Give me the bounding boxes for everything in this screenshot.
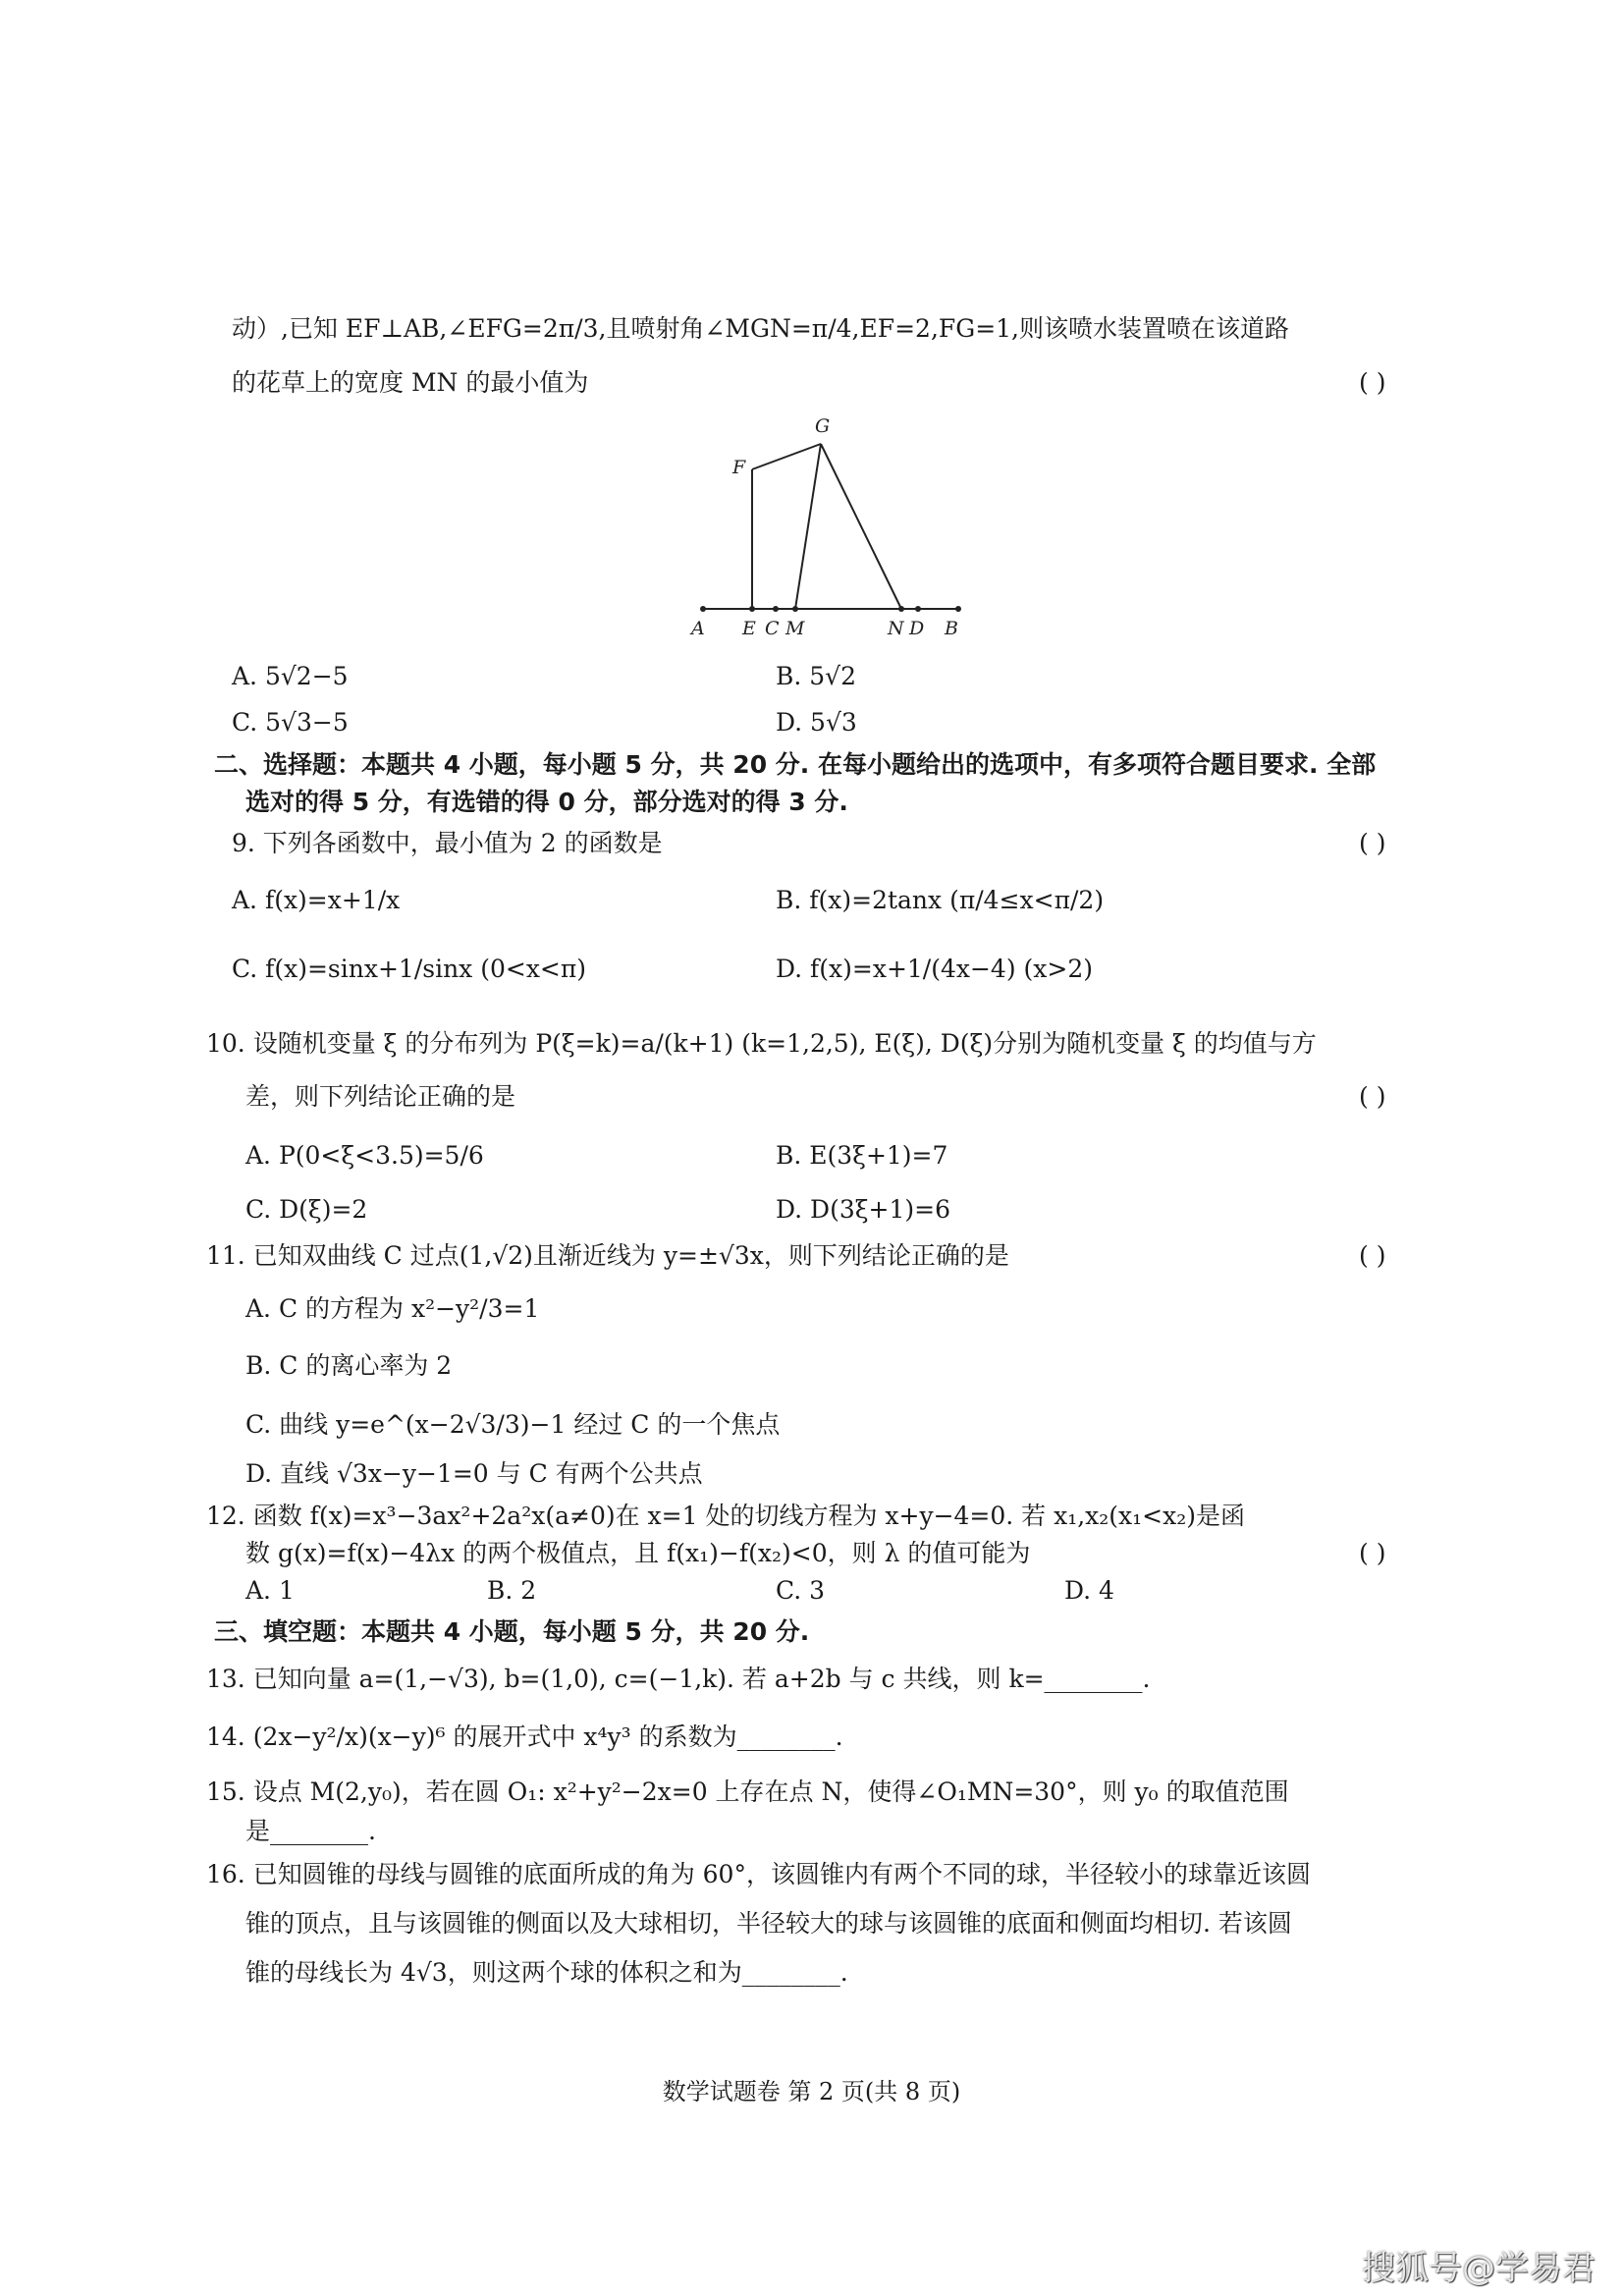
q8-answer-paren: ( ) <box>1359 368 1386 397</box>
q13-stem: 13. 已知向量 a=(1,−√3), b=(1,0), c=(−1,k). 若 a+2b 与 c 共线，则 k=________. <box>206 1665 1151 1693</box>
q16-stem-line3: 锥的母线长为 4√3，则这两个球的体积之和为________. <box>245 1958 848 1987</box>
segment-fg <box>752 444 821 469</box>
q14-stem: 14. (2x−y²/x)(x−y)⁶ 的展开式中 x⁴y³ 的系数为________. <box>206 1722 843 1751</box>
q10-option-d: D. D(3ξ+1)=6 <box>776 1195 950 1224</box>
point-b <box>955 606 961 612</box>
label-f: F <box>732 457 746 478</box>
section2-title-line1: 二、选择题：本题共 4 小题，每小题 5 分，共 20 分. 在每小题给出的选项中，有多项符合题目要求. 全部 <box>214 750 1377 779</box>
q11-stem: 11. 已知双曲线 C 过点(1,√2)且渐近线为 y=±√3x，则下列结论正确的是 <box>206 1241 1009 1270</box>
q12-answer-paren: ( ) <box>1359 1539 1386 1567</box>
q12-option-c: C. 3 <box>776 1576 826 1605</box>
q9-stem: 9. 下列各函数中，最小值为 2 的函数是 <box>232 829 663 857</box>
q16-stem-line1: 16. 已知圆锥的母线与圆锥的底面所成的角为 60°，该圆锥内有两个不同的球，半径较小的球靠近该圆 <box>206 1860 1311 1888</box>
q12-option-d: D. 4 <box>1064 1576 1114 1605</box>
watermark: 搜狐号@学易君 <box>1362 2249 1596 2288</box>
q8-stem-line1: 动）,已知 EF⊥AB,∠EFG=2π/3,且喷射角∠MGN=π/4,EF=2,FG=1,则该喷水装置喷在该道路 <box>232 314 1290 343</box>
q8-stem-line2: 的花草上的宽度 MN 的最小值为 <box>232 368 589 397</box>
q8-option-b: B. 5√2 <box>776 662 857 690</box>
q12-stem-line2: 数 g(x)=f(x)−4λx 的两个极值点，且 f(x₁)−f(x₂)<0，则 λ 的值可能为 <box>245 1539 1031 1567</box>
segment-gn <box>821 444 901 609</box>
q12-stem-line1: 12. 函数 f(x)=x³−3ax²+2a²x(a≠0)在 x=1 处的切线方程为 x+y−4=0. 若 x₁,x₂(x₁<x₂)是函 <box>206 1502 1245 1530</box>
q15-stem-line1: 15. 设点 M(2,y₀)，若在圆 O₁: x²+y²−2x=0 上存在点 N，使得∠O₁MN=30°，则 y₀ 的取值范围 <box>206 1777 1289 1806</box>
label-a: A <box>691 618 705 638</box>
q10-option-c: C. D(ξ)=2 <box>245 1195 368 1224</box>
q8-geometry-figure <box>677 403 972 638</box>
q10-answer-paren: ( ) <box>1359 1082 1386 1111</box>
point-m <box>792 606 798 612</box>
q9-option-c: C. f(x)=sinx+1/sinx (0<x<π) <box>232 955 587 983</box>
q16-stem-line2: 锥的顶点，且与该圆锥的侧面以及大球相切，半径较大的球与该圆锥的底面和侧面均相切. 若该圆 <box>245 1909 1292 1938</box>
q8-option-d: D. 5√3 <box>776 708 857 737</box>
point-e <box>749 606 755 612</box>
segment-gm <box>795 444 821 609</box>
label-b: B <box>945 618 958 638</box>
label-m: M <box>785 618 805 638</box>
q9-option-d: D. f(x)=x+1/(4x−4) (x>2) <box>776 955 1093 983</box>
label-n: N <box>888 618 904 638</box>
q9-answer-paren: ( ) <box>1359 829 1386 857</box>
q12-option-b: B. 2 <box>487 1576 537 1605</box>
label-g: G <box>815 415 831 437</box>
q10-option-a: A. P(0<ξ<3.5)=5/6 <box>245 1141 484 1170</box>
q11-answer-paren: ( ) <box>1359 1241 1386 1270</box>
label-e: E <box>742 618 756 638</box>
q11-option-c: C. 曲线 y=e^(x−2√3/3)−1 经过 C 的一个焦点 <box>245 1410 781 1439</box>
section3-title: 三、填空题：本题共 4 小题，每小题 5 分，共 20 分. <box>214 1617 810 1646</box>
q11-option-d: D. 直线 √3x−y−1=0 与 C 有两个公共点 <box>245 1459 703 1488</box>
q12-option-a: A. 1 <box>245 1576 295 1605</box>
q9-option-b: B. f(x)=2tanx (π/4≤x<π/2) <box>776 886 1105 914</box>
label-c: C <box>765 618 780 638</box>
q8-option-a: A. 5√2−5 <box>232 662 349 690</box>
q8-option-c: C. 5√3−5 <box>232 708 349 737</box>
point-n <box>898 606 904 612</box>
section2-title-line2: 选对的得 5 分，有选错的得 0 分，部分选对的得 3 分. <box>245 788 848 816</box>
q11-option-a: A. C 的方程为 x²−y²/3=1 <box>245 1294 540 1323</box>
point-a <box>700 606 706 612</box>
q9-option-a: A. f(x)=x+1/x <box>232 886 401 914</box>
point-d <box>915 606 921 612</box>
q11-option-b: B. C 的离心率为 2 <box>245 1351 453 1380</box>
q10-option-b: B. E(3ξ+1)=7 <box>776 1141 948 1170</box>
q15-stem-line2: 是________. <box>245 1817 376 1845</box>
label-d: D <box>909 618 925 638</box>
q10-stem-line2: 差，则下列结论正确的是 <box>245 1082 516 1111</box>
point-c <box>773 606 779 612</box>
page-footer: 数学试题卷 第 2 页(共 8 页) <box>662 2078 961 2105</box>
q10-stem-line1: 10. 设随机变量 ξ 的分布列为 P(ξ=k)=a/(k+1) (k=1,2,5), E(ξ), D(ξ)分别为随机变量 ξ 的均值与方 <box>206 1029 1317 1058</box>
